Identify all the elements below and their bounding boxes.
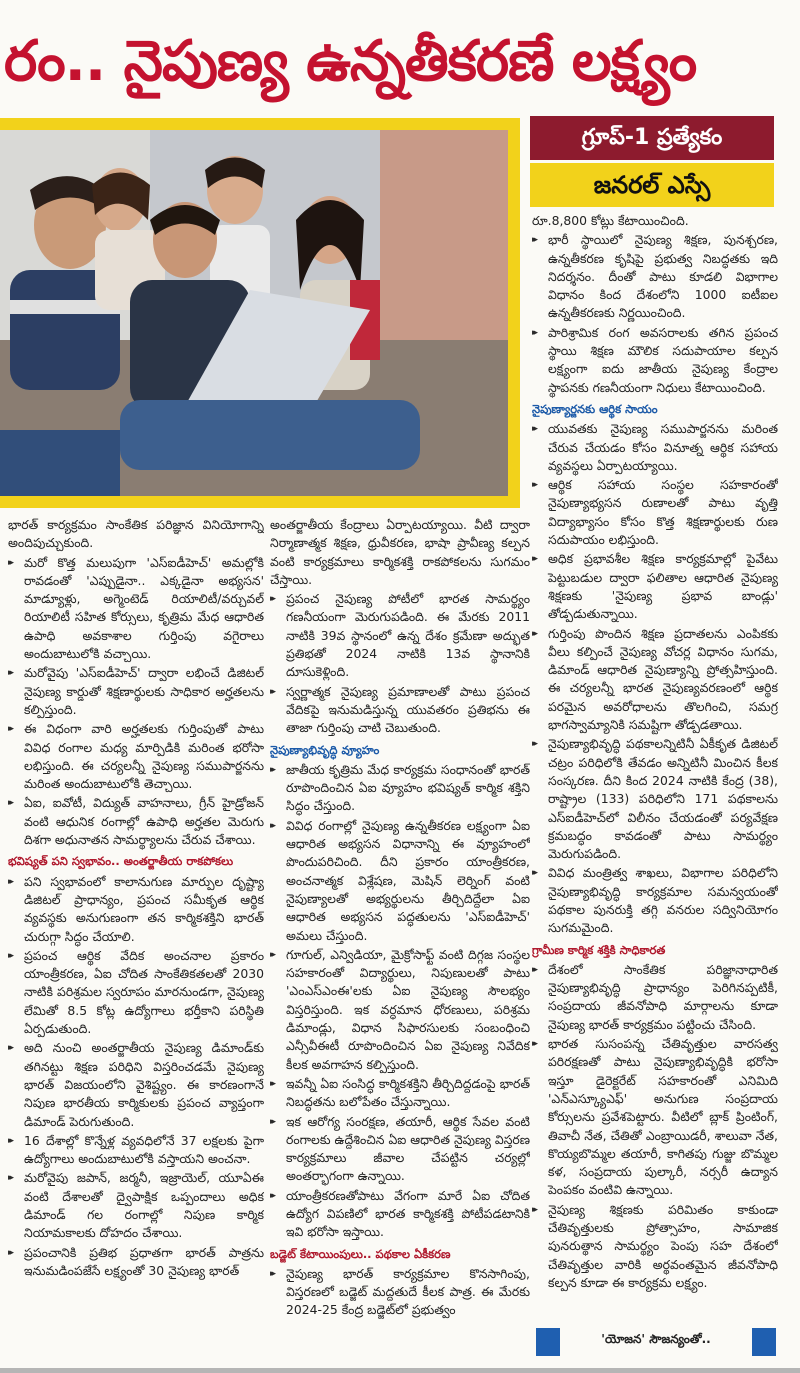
- headline: రం.. నైపుణ్య ఉన్నతీకరణే లక్ష్యం: [4, 29, 697, 94]
- subheading: బడ్జెట్‌ కేటాయింపులు.. పథకాల ఏకీకరణ: [270, 1246, 451, 1261]
- bullet-paragraph: ▸▸ ఏఐ, ఐవోటీ, విద్యుత్‌ వాహనాలు, గ్రీన్‌ హైడ్రోజన్‌ వంటి ఆధునిక రంగాల్లో ఉపాధి అర్హతల మెరుగు దిశగా అధునాతన సామర్థ్యాలను చేరువ చేశాయి.: [8, 794, 264, 849]
- bullet-paragraph: ▸▸ 16 దేశాల్లో కొన్నేళ్ల వ్యవధిలోనే 37 లక్షలకు పైగా ఉద్యోగాలు అందుబాటులోకి వస్తాయని అంచనా.: [8, 1132, 264, 1169]
- subheading: గ్రామీణ కార్మిక శక్తికి సాధికారత: [532, 942, 666, 957]
- bullet-paragraph: ▸▸ ఇవన్నీ ఏఐ సంసిద్ధ కార్మికశక్తిని తీర్చిదిద్దడంపై భారత్‌ నిబద్ధతను బలోపేతం చేస్తున్నాయి.: [270, 1075, 530, 1112]
- article-column-2: [270, 516, 530, 1366]
- bullet-paragraph: ▸▸ భారీ స్థాయిలో నైపుణ్య శిక్షణ, పునశ్చరణ, ఉన్నతీకరణ కృషిపై ప్రభుత్వ నిబద్ధతకు ఇది నిదర్శనం. దీంతో పాటు కూడలి విభాగాల విధానం కింద దేశంలోని 1000 ఐటీఐల ఉన్నతీకరణకు నిర్ణయించింది.: [532, 231, 778, 322]
- bullet-paragraph: ▸▸ మరోవైపు జపాన్‌, జర్మనీ, ఇజ్రాయెల్‌, యూఏఈ వంటి దేశాలతో ద్వైపాక్షిక ఒప్పందాలు అధిక డిమాండ్‌ గల రంగాల్లో నిపుణ కార్మిక నియామకాలకు దోహదం చేశాయి.: [8, 1169, 264, 1242]
- bullet-paragraph: ▸▸ నైపుణ్య భారత్‌ కార్యక్రమాల కొనసాగింపు, విస్తరణలో బడ్జెట్‌ మద్దతుదే కీలక పాత్ర. ఈ మేరకు 2024-25 కేంద్ర బడ్జెట్‌లో ప్రభుత్వం: [270, 1265, 530, 1320]
- bullet-paragraph: ▸▸ ఇక ఆరోగ్య సంరక్షణ, తయారీ, ఆర్థిక సేవల వంటి రంగాలకు ఉద్దేశించిన ఏఐ ఆధారిత నైపుణ్య విస్తరణ కార్యక్రమాలు జీవాల చేపట్టిన చర్యల్లో అంతర్భాగంగా ఉన్నాయి.: [270, 1113, 530, 1186]
- bullet-paragraph: ▸▸ ఆర్థిక సహాయ సంస్థల సహకారంతో నైపుణ్యాభ్యసన రుణాలతో పాటు వృత్తి విద్యాభ్యాసం కోసం కొత్త శిక్షణార్థులకు రుణ సదుపాయం లభిస్తుంది.: [532, 476, 778, 549]
- bullet-paragraph: ▸▸ గూగుల్‌, ఎన్విడియా, మైక్రోసాఫ్ట్‌ వంటి దిగ్గజ సంస్థల సహకారంతో విద్యార్థులు, నిపుణులతో పాటు 'ఎంఎస్‌ఎంఈ'లకు ఏఐ నైపుణ్య సౌలభ్యం విస్తరిస్తుంది. ఇక వర్ధమాన ధోరణులు, పరిశ్రమ డిమాండ్లు, విధాన సిఫారసులకు సంబంధించి ఎన్సీవీఈటీ రూపొందించిన ఏఐ నైపుణ్య నివేదిక కీలక అవగాహన కల్పిస్తుంది.: [270, 946, 530, 1074]
- bullet-paragraph: ▸▸ అది నుంచి అంతర్జాతీయ నైపుణ్య డిమాండ్‌కు తగినట్టు శిక్షణ పరిధిని విస్తరించడమే నైపుణ్య భారత్‌ విజయంలోని వైశిష్ట్యం. ఈ కారణంగానే నిపుణ భారతీయ కార్మికులకు ప్రపంచ వ్యాప్తంగా డిమాండ్‌ పెరుగుతుంది.: [8, 1039, 264, 1130]
- bullet-paragraph: ▸▸ పారిశ్రామిక రంగ అవసరాలకు తగిన ప్రపంచ స్థాయి శిక్షణ మౌలిక సదుపాయాల కల్పన లక్ష్యంగా ఐదు జాతీయ నైపుణ్య కేంద్రాల స్థాపనకు గణనీయంగా నిధులు కేటాయించింది.: [532, 324, 778, 397]
- bottom-rule: [0, 1368, 800, 1373]
- article-column-3: [532, 212, 778, 1312]
- students-laptop-photo: [0, 130, 508, 496]
- bullet-paragraph: ▸▸ భారత సుసంపన్న చేతివృత్తుల వారసత్వ పరిరక్షణతో పాటు నైపుణ్యాభివృద్ధికి భరోసా ఇస్తూ డైరెక్టరేట్‌ సహకారంతో ఎనిమిది 'ఎన్‌ఎస్క్యూఎఫ్‌' అనుగుణ సంప్రదాయ కోర్సులను ప్రవేశపెట్టారు. వీటిలో బ్లాక్‌ ప్రింటింగ్‌, తివాచీ నేత, చేతితో ఎంబ్రాయిడరీ, శాలువా నేత, కొయ్యబొమ్మల తయారీ, కాగితపు గుజ్జు బొమ్మల కళ, సంప్రదాయ పుల్కారీ, నర్సరీ ఉద్యాన పెంపకం వంటివి ఉన్నాయి.: [532, 1035, 778, 1200]
- bullet-paragraph: ▸▸ యాంత్రీకరణతోపాటు వేగంగా మారే ఏఐ చోదిత ఉద్యోగ విపణిలో భారత కార్మికశక్తి పోటీపడటానికి ఇవి భరోసా ఇస్తాయి.: [270, 1187, 530, 1242]
- paragraph: భారత్‌ కార్యక్రమం సాంకేతిక పరిజ్ఞాన వినియోగాన్ని అందిపుచ్చుకుంది.: [8, 517, 264, 551]
- photo-illustration: [0, 130, 508, 496]
- bullet-paragraph: ▸▸ నైపుణ్యాభివృద్ధి పథకాలన్నిటినీ ఏకీకృత డిజిటల్‌ చట్రం పరిధిలోకి తేవడం అన్నిటినీ మించిన కీలక సంస్కరణ. దీని కింద 2024 నాటికి కేంద్ర (38), రాష్ట్రాల (133) పరిధిలోని 171 పథకాలను ఎస్‌ఐడీహెచ్‌లో విలీనం చేయడంతో పర్యవేక్షణ క్రమబద్ధం కావడంతో పాటు సామర్థ్యం మెరుగుపడింది.: [532, 735, 778, 863]
- bullet-paragraph: ▸▸ మరోవైపు 'ఎస్‌ఐడీహెచ్‌' ద్వారా లభించే డిజిటల్‌ నైపుణ్య కార్డుతో శిక్షణార్థులకు సాధికార అర్హతలను కల్పిస్తుంది.: [8, 664, 264, 719]
- paragraph: రూ.8,800 కోట్లు కేటాయించింది.: [532, 213, 689, 228]
- section-subtitle: జనరల్‌ ఎస్సే: [530, 163, 774, 207]
- subheading: నైపుణ్యార్జనకు ఆర్థిక సాయం: [532, 401, 658, 416]
- credit-text: 'యోజన' సౌజన్యంతో..: [601, 1332, 711, 1346]
- article-column-1: [8, 516, 264, 1366]
- credit-block-left-icon: [536, 1328, 560, 1356]
- source-credit: [536, 1322, 776, 1362]
- bullet-paragraph: ▸▸ వివిధ మంత్రిత్వ శాఖలు, విభాగాల పరిధిలోని నైపుణ్యాభివృద్ధి కార్యక్రమాల సమన్వయంతో పథకాల పునరుక్తి తగ్గి వనరుల సద్వినియోగం సుగమమైంది.: [532, 864, 778, 937]
- bullet-paragraph: ▸▸ దేశంలో సాంకేతిక పరిజ్ఞానాధారిత నైపుణ్యాభివృద్ధి ప్రాధాన్యం పెరిగినప్పటికీ, సంప్రదాయ జీవనోపాధి మార్గాలను కూడా నైపుణ్య భారత్‌ కార్యక్రమం పట్టించు చేసింది.: [532, 961, 778, 1034]
- bullet-paragraph: ▸▸ వివిధ రంగాల్లో నైపుణ్య ఉన్నతీకరణ లక్ష్యంగా ఏఐ ఆధారిత అభ్యసన విధానాన్ని ఈ వ్యూహంలో పొందుపరిచింది. దీని ప్రకారం యాంత్రీకరణ, అంచనాత్మక విశ్లేషణ, మెషిన్‌ లెర్నింగ్‌ వంటి నైపుణ్యాలతో అభ్యర్థులను తీర్చిదిద్దేలా ఏఐ ఆధారిత అభ్యసన పద్ధతులను 'ఎస్‌ఐడీహెచ్‌' అమలు చేస్తుంది.: [270, 817, 530, 945]
- section-tag: గ్రూప్‌-1 ప్రత్యేకం: [530, 116, 774, 160]
- bullet-paragraph: ▸▸ యువతకు నైపుణ్య సముపార్జనను మరింత చేరువ చేయడం కోసం వినూత్న ఆర్థిక సహాయ వ్యవస్థలు ఏర్పాటయ్యాయి.: [532, 420, 778, 475]
- bullet-paragraph: ▸▸ ప్రపంచానికి ప్రతిభ ప్రధాతగా భారత్‌ పాత్రను ఇనుమడింపజేసే లక్ష్యంతో 30 నైపుణ్య భారత్‌: [8, 1244, 264, 1281]
- bullet-paragraph: ▸▸ ఈ విధంగా వారి అర్హతలకు గుర్తింపుతో పాటు వివిధ రంగాల మధ్య మార్పిడికి మరింత భరోసా లభిస్తుంది. ఈ చర్యలన్నీ నైపుణ్య సముపార్జనను మరింత అందుబాటులోకి తెచ్చాయి.: [8, 720, 264, 793]
- bullet-paragraph: ▸▸ స్వర్ణాత్మక నైపుణ్య ప్రమాణాలతో పాటు ప్రపంచ వేదికపై ఇనుమడిస్తున్న యువతరం ప్రతిభను ఈ తాజా గుర్తింపు చాటి చెబుతుంది.: [270, 683, 530, 738]
- bullet-paragraph: ▸▸ జాతీయ కృత్రిమ మేధ కార్యక్రమ సంధానంతో భారత్‌ రూపొందించిన ఏఐ వ్యూహం భవిష్యత్‌ కార్మిక శక్తిని సిద్ధం చేస్తుంది.: [270, 761, 530, 816]
- bullet-paragraph: ▸▸ ప్రపంచ నైపుణ్య పోటీలో భారత సామర్థ్యం గణనీయంగా మెరుగుపడింది. ఈ మేరకు 2011 నాటికి 39వ స్థానంలో ఉన్న దేశం క్రమేణా అద్భుత ప్రతిభతో 2024 నాటికి 13వ స్థానానికి దూసుకెళ్లింది.: [270, 590, 530, 681]
- paragraph: అంతర్జాతీయ కేంద్రాలు ఏర్పాటయ్యాయి. వీటి ద్వారా నిర్మాణాత్మక శిక్షణ, ధ్రువీకరణ, భాషా ప్రావీణ్య కల్పన వంటి కార్యక్రమాలు కార్మికశక్తి రాకపోకలను సుగమం చేస్తాయి.: [270, 517, 530, 587]
- bullet-paragraph: ▸▸ ప్రపంచ ఆర్థిక వేదిక అంచనాల ప్రకారం యాంత్రీకరణ, ఏఐ చోదిత సాంకేతికతలతో 2030 నాటికి పరిశ్రమల స్వరూపం మారనుండగా, నైపుణ్య లేమితో 8.5 కోట్ల ఉద్యోగాలు భర్తీకాని పరిస్థితి ఏర్పడుతుంది.: [8, 947, 264, 1038]
- bullet-paragraph: ▸▸ మరో కొత్త మలుపుగా 'ఎస్‌ఐడీహెచ్‌' అమల్లోకి రావడంతో 'ఎప్పుడైనా.. ఎక్కడైనా అభ్యసన' మాడ్యూళ్లు, అగ్మెంటెడ్‌ రియాలిటీ/వర్చువల్‌ రియాలిటీ సహిత కోర్సులు, కృత్రిమ మేధ ఆధారిత ఉపాధి అవకాశాల గుర్తింపు వగైరాలు అందుబాటులోకి వచ్చాయి.: [8, 554, 264, 664]
- photo-frame: [0, 118, 520, 508]
- bullet-paragraph: ▸▸ అధిక ప్రభావశీల శిక్షణ కార్యక్రమాల్లో పైవేటు పెట్టుబడుల ద్వారా ఫలితాల ఆధారిత నైపుణ్య శిక్షణకు 'నైపుణ్య ప్రభావ బాండ్లు' తోడ్పడుతున్నాయి.: [532, 550, 778, 623]
- bullet-paragraph: ▸▸ నైపుణ్య శిక్షణకు పరిమితం కాకుండా చేతివృత్తులకు ప్రోత్సాహం, సామాజిక పునరుత్థాన సామర్థ్యం పెంపు సహ దేశంలో చేతివృత్తుల వారికి అర్థవంతమైన జీవనోపాధి కల్పన కూడా ఈ కార్యక్రమ లక్ష్యం.: [532, 1201, 778, 1292]
- credit-block-right-icon: [752, 1328, 776, 1356]
- bullet-paragraph: ▸▸ గుర్తింపు పొందిన శిక్షణ ప్రదాతలను ఎంపికకు వీలు కల్పించే నైపుణ్య వోచర్ల విధానం సుగమ, డిమాండ్‌ ఆధారిత నైపుణ్యాన్ని ప్రోత్సహిస్తుంది. ఈ చర్యలన్నీ భారత నైపుణ్యవరణంలో ఆర్థిక పరమైన అవరోధాలను తొలగించి, సమగ్ర భాగస్వామ్యానికి సమష్టిగా తోడ్పడతాయి.: [532, 625, 778, 735]
- subheading: నైపుణ్యాభివృద్ధి వ్యూహం: [270, 742, 380, 757]
- subheading: భవిష్యత్‌ పని స్వభావం.. అంతర్జాతీయ రాకపోకలు: [8, 854, 234, 869]
- bullet-paragraph: ▸▸ పని స్వభావంలో కాలానుగుణ మార్పుల దృష్ట్యా డిజిటల్‌ ప్రాధాన్యం, ప్రపంచ సమీకృత ఆర్థిక వ్యవస్థకు అనుగుణంగా తన కార్మికశక్తిని భారత్‌ చురుగ్గా సిద్ధం చేయాలి.: [8, 873, 264, 946]
